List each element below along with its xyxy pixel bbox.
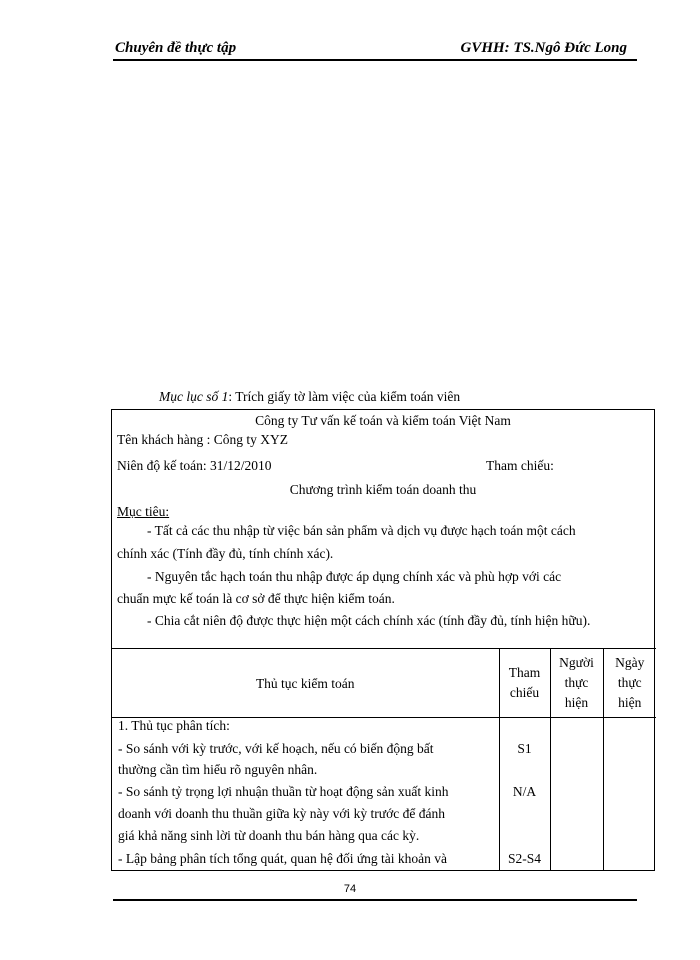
date-cell [603,718,656,872]
caption-label: Mục lục số 1 [159,389,229,404]
footer-rule [113,899,637,901]
objective-line: - Tất cả các thu nhập từ việc bán sản phẩm và dịch vụ được hạch toán một cách [147,523,576,538]
procedure-cell [112,718,499,872]
objective-line: - Chia cắt niên độ được thực hiện một cách chính xác (tính đầy đủ, tính hiện hữu). [147,613,591,628]
header-reference: Tham chiếu [499,649,550,718]
page-number: 74 [343,883,357,895]
procedure-line: doanh với doanh thu thuần giữa kỳ này với kỳ trước để đánh [118,806,445,821]
objective-line: - Nguyên tắc hạch toán thu nhập được áp dụng chính xác và phù hợp với các [147,569,562,584]
procedure-line: 1. Thủ tục phân tích: [118,718,230,733]
objective-label: Mục tiêu: [117,504,170,519]
header-right-supervisor: GVHH: TS.Ngô Đức Long [460,40,627,56]
reference-value: S2-S4 [507,851,541,866]
reference-cell [499,718,550,872]
caption-text: : Trích giấy tờ làm việc của kiểm toán viên [228,389,461,404]
procedure-line: giá khả năng sinh lời từ doanh thu bán hàng qua các kỳ. [118,828,420,843]
procedure-line: - So sánh tỷ trọng lợi nhuận thuần từ hoạt động sản xuất kinh [118,784,449,799]
procedure-line: - Lập bảng phân tích tổng quát, quan hệ đối ứng tài khoản và [118,851,447,866]
fiscal-period: Niên độ kế toán: 31/12/2010 [117,458,272,473]
reference-value: N/A [512,784,537,799]
header-left-title: Chuyên đề thực tập [115,40,237,56]
appendix-caption [159,389,460,405]
objective-line: chuẩn mực kế toán là cơ sở để thực hiện kiểm toán. [117,591,395,606]
header-performer: Người thực hiện [550,649,603,718]
audit-procedure-table [112,648,656,871]
header-rule [113,59,637,61]
reference-value: S1 [517,741,532,756]
table-row [112,718,656,872]
client-name: Tên khách hàng : Công ty XYZ [117,432,288,447]
reference-label: Tham chiếu: [486,458,554,473]
objective-line: chính xác (Tính đầy đủ, tính chính xác). [117,546,334,561]
header-date: Ngày thực hiện [603,649,656,718]
procedure-line: - So sánh với kỳ trước, với kế hoạch, nếu có biến động bất [118,741,434,756]
header-procedure: Thủ tục kiểm toán [112,649,499,718]
audit-worksheet [111,409,655,871]
table-header-row [112,649,656,718]
procedure-line: thường cần tìm hiểu rõ nguyên nhân. [118,762,318,777]
company-name: Công ty Tư vấn kế toán và kiểm toán Việt Nam [255,413,511,428]
performer-cell [550,718,603,872]
program-title: Chương trình kiểm toán doanh thu [289,482,477,497]
